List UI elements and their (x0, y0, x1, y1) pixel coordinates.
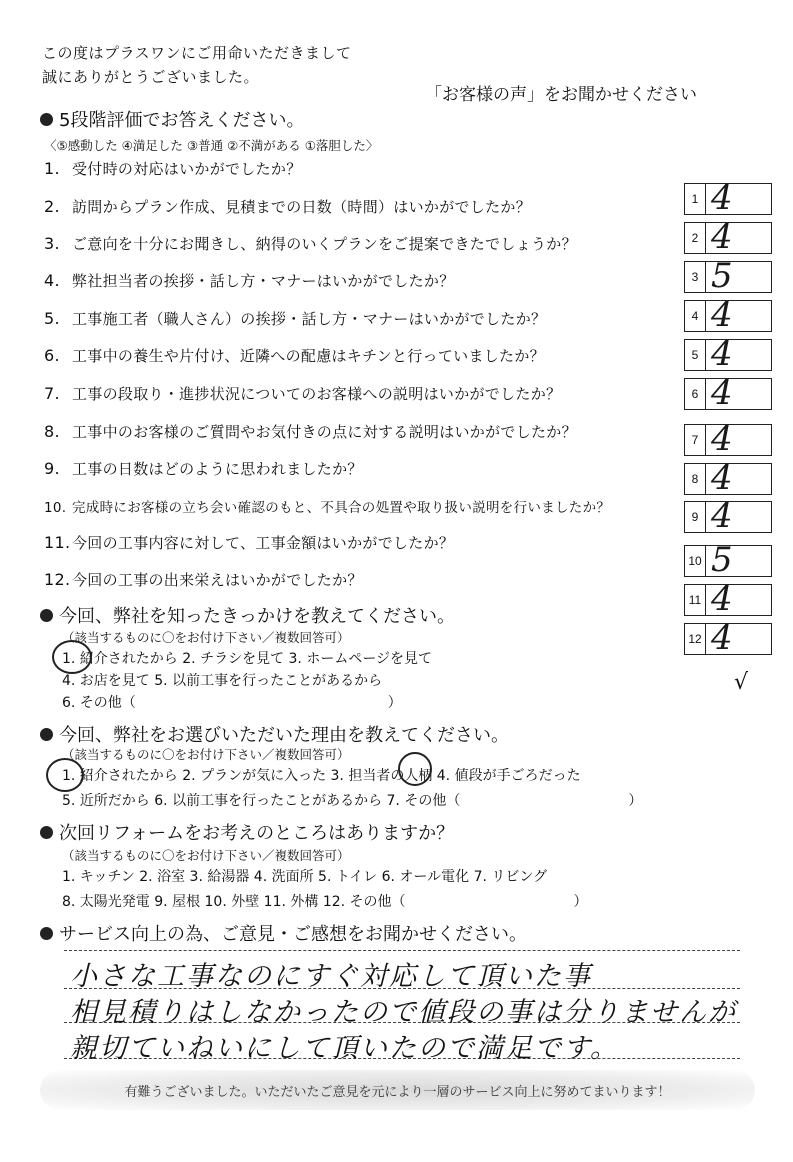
comment-text-1: 小さな工事なのにすぐ対応して頂いた事 (70, 961, 592, 992)
answer-box-4[interactable] (684, 295, 772, 335)
answer-value: 5 (711, 540, 733, 580)
answer-index: 8 (685, 464, 706, 494)
question-text: ご意向を十分にお聞きし、納得のいくプランをご提案できたでしょうか？ (72, 235, 577, 253)
source-options-3: 6. その他（ ） (62, 695, 402, 711)
selection-circle (46, 758, 84, 792)
question-number: 3. (44, 234, 60, 253)
comment-text-2: 相見積りはしなかったので値段の事は分りませんが (70, 997, 737, 1028)
answer-index: 5 (685, 340, 706, 370)
source-hint: （該当するものに〇をお付け下さい／複数回答可） (62, 630, 350, 645)
answer-value: 5 (711, 256, 733, 296)
question-2 (44, 196, 531, 217)
source-heading (40, 602, 455, 628)
comment-text-3: 親切ていねいにして頂いたので満足です。 (70, 1033, 619, 1064)
question-number: 6. (44, 346, 60, 365)
next-hint: （該当するものに〇をお付け下さい／複数回答可） (62, 848, 350, 863)
answer-index: 3 (685, 262, 706, 292)
question-text: 弊社担当者の挨拶・話し方・マナーはいかがでしたか？ (72, 272, 455, 290)
reason-options-1: 1. 紹介されたから 2. プランが気に入った 3. 担当者の人柄 4. 値段が手ごろだった (62, 768, 581, 784)
question-1 (44, 158, 302, 179)
answer-index: 11 (685, 585, 706, 615)
question-10 (44, 496, 610, 516)
question-7 (44, 383, 561, 404)
comment-line (64, 950, 740, 951)
question-number: 9. (44, 459, 60, 478)
answer-index: 1 (685, 184, 706, 214)
bullet-icon (40, 728, 53, 741)
question-text: 今回の工事内容に対して、工事金額はいかがでしたか？ (72, 534, 455, 552)
answer-index: 12 (685, 624, 706, 654)
answer-value: 4 (711, 295, 733, 335)
answer-index: 7 (685, 425, 706, 455)
question-3 (44, 233, 577, 254)
answer-box-8[interactable] (684, 458, 772, 498)
answer-value: 4 (711, 217, 733, 257)
question-number: 12. (44, 570, 71, 589)
answer-box-1[interactable] (684, 178, 772, 218)
answer-box-7[interactable] (684, 419, 772, 459)
intro-line-1: この度はプラスワンにご用命いただきまして (42, 44, 352, 62)
answer-value: 4 (711, 496, 733, 536)
selection-circle (52, 640, 92, 674)
answer-box-11[interactable] (684, 579, 772, 619)
bullet-icon (40, 927, 53, 940)
question-4 (44, 270, 455, 291)
answer-box-3[interactable] (684, 256, 772, 296)
question-number: 5. (44, 309, 60, 328)
question-number: 11. (44, 533, 71, 552)
answer-box-6[interactable] (684, 373, 772, 413)
answer-box-12[interactable] (684, 618, 772, 658)
next-options-1: 1. キッチン 2. 浴室 3. 給湯器 4. 洗面所 5. トイレ 6. オール電化 7. リビング (62, 869, 548, 885)
answer-value: 4 (711, 334, 733, 374)
footer-text: 有難うございました。いただいたご意見を元により一層のサービス向上に努めてまいります！ (124, 1084, 671, 1100)
reason-hint: （該当するものに〇をお付け下さい／複数回答可） (62, 747, 350, 762)
question-text: 訪問からプラン作成、見積までの日数（時間）はいかがでしたか？ (72, 198, 532, 216)
answer-index: 9 (685, 502, 706, 532)
answer-index: 10 (685, 546, 706, 576)
check-mark: √ (734, 670, 749, 695)
answer-value: 4 (711, 178, 733, 218)
intro-line-2: 誠にありがとうございました。 (42, 68, 260, 86)
comments-heading-text: サービス向上の為、ご意見・ご感想をお聞かせください。 (59, 924, 527, 945)
rating-scale: 〈⑤感動した ④満足した ③普通 ②不満がある ①落胆した〉 (44, 138, 379, 153)
bullet-icon (40, 826, 53, 839)
answer-value: 4 (711, 458, 733, 498)
next-heading-text: 次回リフォームをお考えのところはありますか？ (59, 823, 455, 844)
answer-index: 4 (685, 301, 706, 331)
question-text: 工事中のお客様のご質問やお気付きの点に対する説明はいかがでしたか？ (72, 423, 577, 441)
source-options-2: 4. お店を見て 5. 以前工事を行ったことがあるから (62, 673, 383, 689)
source-options-1: 1. 紹介されたから 2. チラシを見て 3. ホームページを見て (62, 651, 433, 667)
question-text: 完成時にお客様の立ち会い確認のもと、不具合の処置や取り扱い説明を行いましたか？ (72, 500, 611, 516)
question-9 (44, 458, 363, 479)
question-8 (44, 421, 577, 442)
bullet-icon (40, 609, 53, 622)
next-heading (40, 819, 454, 845)
selection-circle (398, 752, 432, 786)
reason-heading (40, 721, 509, 747)
reason-heading-text: 今回、弊社をお選びいただいた理由を教えてください。 (59, 725, 509, 746)
question-number: 2. (44, 197, 60, 216)
question-number: 1. (44, 159, 60, 178)
answer-box-5[interactable] (684, 334, 772, 374)
answer-value: 4 (711, 579, 733, 619)
question-11 (44, 532, 454, 553)
comments-heading (40, 920, 527, 946)
question-number: 7. (44, 384, 60, 403)
question-number: 4. (44, 271, 60, 290)
answer-index: 2 (685, 223, 706, 253)
answer-box-2[interactable] (684, 217, 772, 257)
rating-heading-text: 5段階評価でお答えください。 (59, 110, 305, 131)
answer-box-10[interactable] (684, 540, 772, 580)
question-number: 8. (44, 422, 60, 441)
voice-title: 「お客様の声」をお聞かせください (425, 85, 697, 105)
question-text: 工事中の養生や片付け、近隣への配慮はキチンと行っていましたか？ (72, 347, 545, 365)
question-text: 工事の段取り・進捗状況についてのお客様への説明はいかがでしたか？ (72, 385, 562, 403)
question-6 (44, 345, 545, 366)
answer-box-9[interactable] (684, 496, 772, 536)
rating-heading (40, 106, 304, 132)
question-text: 受付時の対応はいかがでしたか？ (72, 160, 302, 178)
reason-options-2: 5. 近所だから 6. 以前工事を行ったことがあるから 7. その他（ ） (62, 793, 643, 809)
source-heading-text: 今回、弊社を知ったきっかけを教えてください。 (59, 606, 455, 627)
question-5 (44, 308, 546, 329)
question-12 (44, 569, 363, 590)
question-text: 工事の日数はどのように思われましたか？ (72, 460, 363, 478)
answer-value: 4 (711, 419, 733, 459)
question-text: 工事施工者（職人さん）の挨拶・話し方・マナーはいかがでしたか？ (72, 310, 547, 328)
next-options-2: 8. 太陽光発電 9. 屋根 10. 外壁 11. 外構 12. その他（ ） (62, 894, 588, 910)
answer-value: 4 (711, 373, 733, 413)
answer-value: 4 (711, 618, 733, 658)
bullet-icon (40, 113, 53, 126)
question-text: 今回の工事の出来栄えはいかがでしたか？ (72, 571, 363, 589)
answer-index: 6 (685, 379, 706, 409)
question-number: 10. (44, 500, 67, 516)
footer-message (40, 1070, 755, 1110)
